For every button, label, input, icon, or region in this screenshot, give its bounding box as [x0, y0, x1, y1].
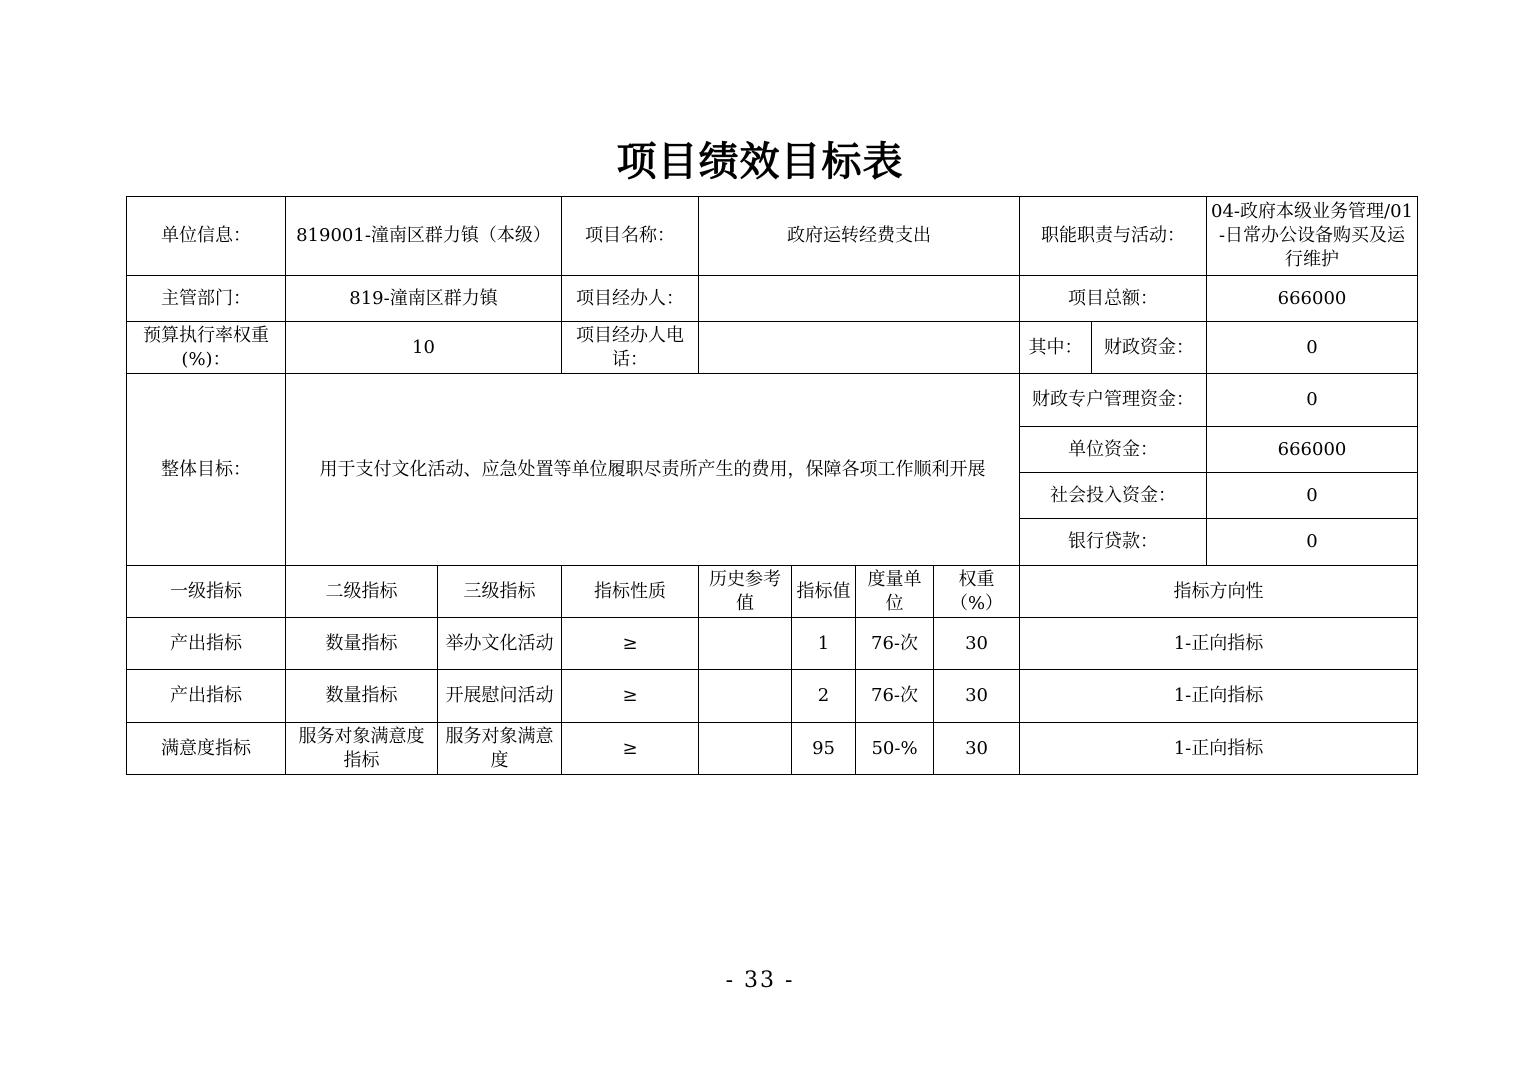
indicator-nature: ≥ [562, 618, 699, 670]
info-row-unit [127, 197, 1418, 276]
manager-label: 项目经办人： [562, 276, 699, 322]
indicator-nature: ≥ [562, 723, 699, 775]
phone-value [699, 322, 1020, 374]
indicator-direction: 1-正向指标 [1020, 670, 1418, 723]
indicator-direction: 1-正向指标 [1020, 618, 1418, 670]
unit-label: 单位信息： [127, 197, 286, 276]
social-fund-label: 社会投入资金： [1020, 473, 1207, 519]
indicator-level2: 服务对象满意度指标 [286, 723, 438, 775]
indicator-row [127, 618, 1418, 670]
header-value: 指标值 [792, 566, 856, 618]
fiscal-value: 0 [1207, 322, 1418, 374]
manager-value [699, 276, 1020, 322]
indicator-weight: 30 [934, 723, 1020, 775]
performance-table [126, 196, 1418, 775]
total-label: 项目总额： [1020, 276, 1207, 322]
fiscal-label: 财政资金： [1092, 322, 1207, 374]
total-value: 666000 [1207, 276, 1418, 322]
indicator-value: 95 [792, 723, 856, 775]
loan-label: 银行贷款： [1020, 519, 1207, 566]
indicator-level1: 满意度指标 [127, 723, 286, 775]
loan-value: 0 [1207, 519, 1418, 566]
weight-label: 预算执行率权重(%)： [127, 322, 286, 374]
indicator-level3: 服务对象满意度 [438, 723, 562, 775]
goal-row-special [127, 374, 1418, 427]
dept-value: 819-潼南区群力镇 [286, 276, 562, 322]
indicator-direction: 1-正向指标 [1020, 723, 1418, 775]
header-unit: 度量单位 [856, 566, 934, 618]
header-weight: 权重（%） [934, 566, 1020, 618]
header-direction: 指标方向性 [1020, 566, 1418, 618]
header-level1: 一级指标 [127, 566, 286, 618]
weight-value: 10 [286, 322, 562, 374]
info-row-dept [127, 276, 1418, 322]
phone-label: 项目经办人电话： [562, 322, 699, 374]
header-history: 历史参考值 [699, 566, 792, 618]
project-name-label: 项目名称： [562, 197, 699, 276]
goal-value: 用于支付文化活动、应急处置等单位履职尽责所产生的费用，保障各项工作顺利开展 [286, 374, 1020, 566]
header-level3: 三级指标 [438, 566, 562, 618]
indicator-level2: 数量指标 [286, 618, 438, 670]
indicator-nature: ≥ [562, 670, 699, 723]
info-row-weight [127, 322, 1418, 374]
indicator-weight: 30 [934, 670, 1020, 723]
indicator-value: 2 [792, 670, 856, 723]
indicator-unit: 50-% [856, 723, 934, 775]
header-level2: 二级指标 [286, 566, 438, 618]
social-fund-value: 0 [1207, 473, 1418, 519]
indicator-level1: 产出指标 [127, 618, 286, 670]
indicator-level3: 开展慰问活动 [438, 670, 562, 723]
indicator-value: 1 [792, 618, 856, 670]
indicator-history [699, 723, 792, 775]
unit-value: 819001-潼南区群力镇（本级） [286, 197, 562, 276]
indicator-level2: 数量指标 [286, 670, 438, 723]
unit-fund-value: 666000 [1207, 427, 1418, 473]
indicator-header-row [127, 566, 1418, 618]
header-nature: 指标性质 [562, 566, 699, 618]
indicator-level1: 产出指标 [127, 670, 286, 723]
special-fund-value: 0 [1207, 374, 1418, 427]
indicator-level3: 举办文化活动 [438, 618, 562, 670]
indicator-history [699, 670, 792, 723]
indicator-history [699, 618, 792, 670]
goal-label: 整体目标： [127, 374, 286, 566]
page-number: - 33 - [725, 968, 795, 993]
unit-fund-label: 单位资金： [1020, 427, 1207, 473]
indicator-row [127, 670, 1418, 723]
page-title: 项目绩效目标表 [616, 138, 904, 185]
indicator-row [127, 723, 1418, 775]
dept-label: 主管部门： [127, 276, 286, 322]
project-name-value: 政府运转经费支出 [699, 197, 1020, 276]
duty-value: 04-政府本级业务管理/01-日常办公设备购买及运行维护 [1207, 197, 1418, 276]
indicator-unit: 76-次 [856, 670, 934, 723]
indicator-unit: 76-次 [856, 618, 934, 670]
duty-label: 职能职责与活动： [1020, 197, 1207, 276]
special-fund-label: 财政专户管理资金： [1020, 374, 1207, 427]
indicator-weight: 30 [934, 618, 1020, 670]
among-label: 其中： [1020, 322, 1092, 374]
